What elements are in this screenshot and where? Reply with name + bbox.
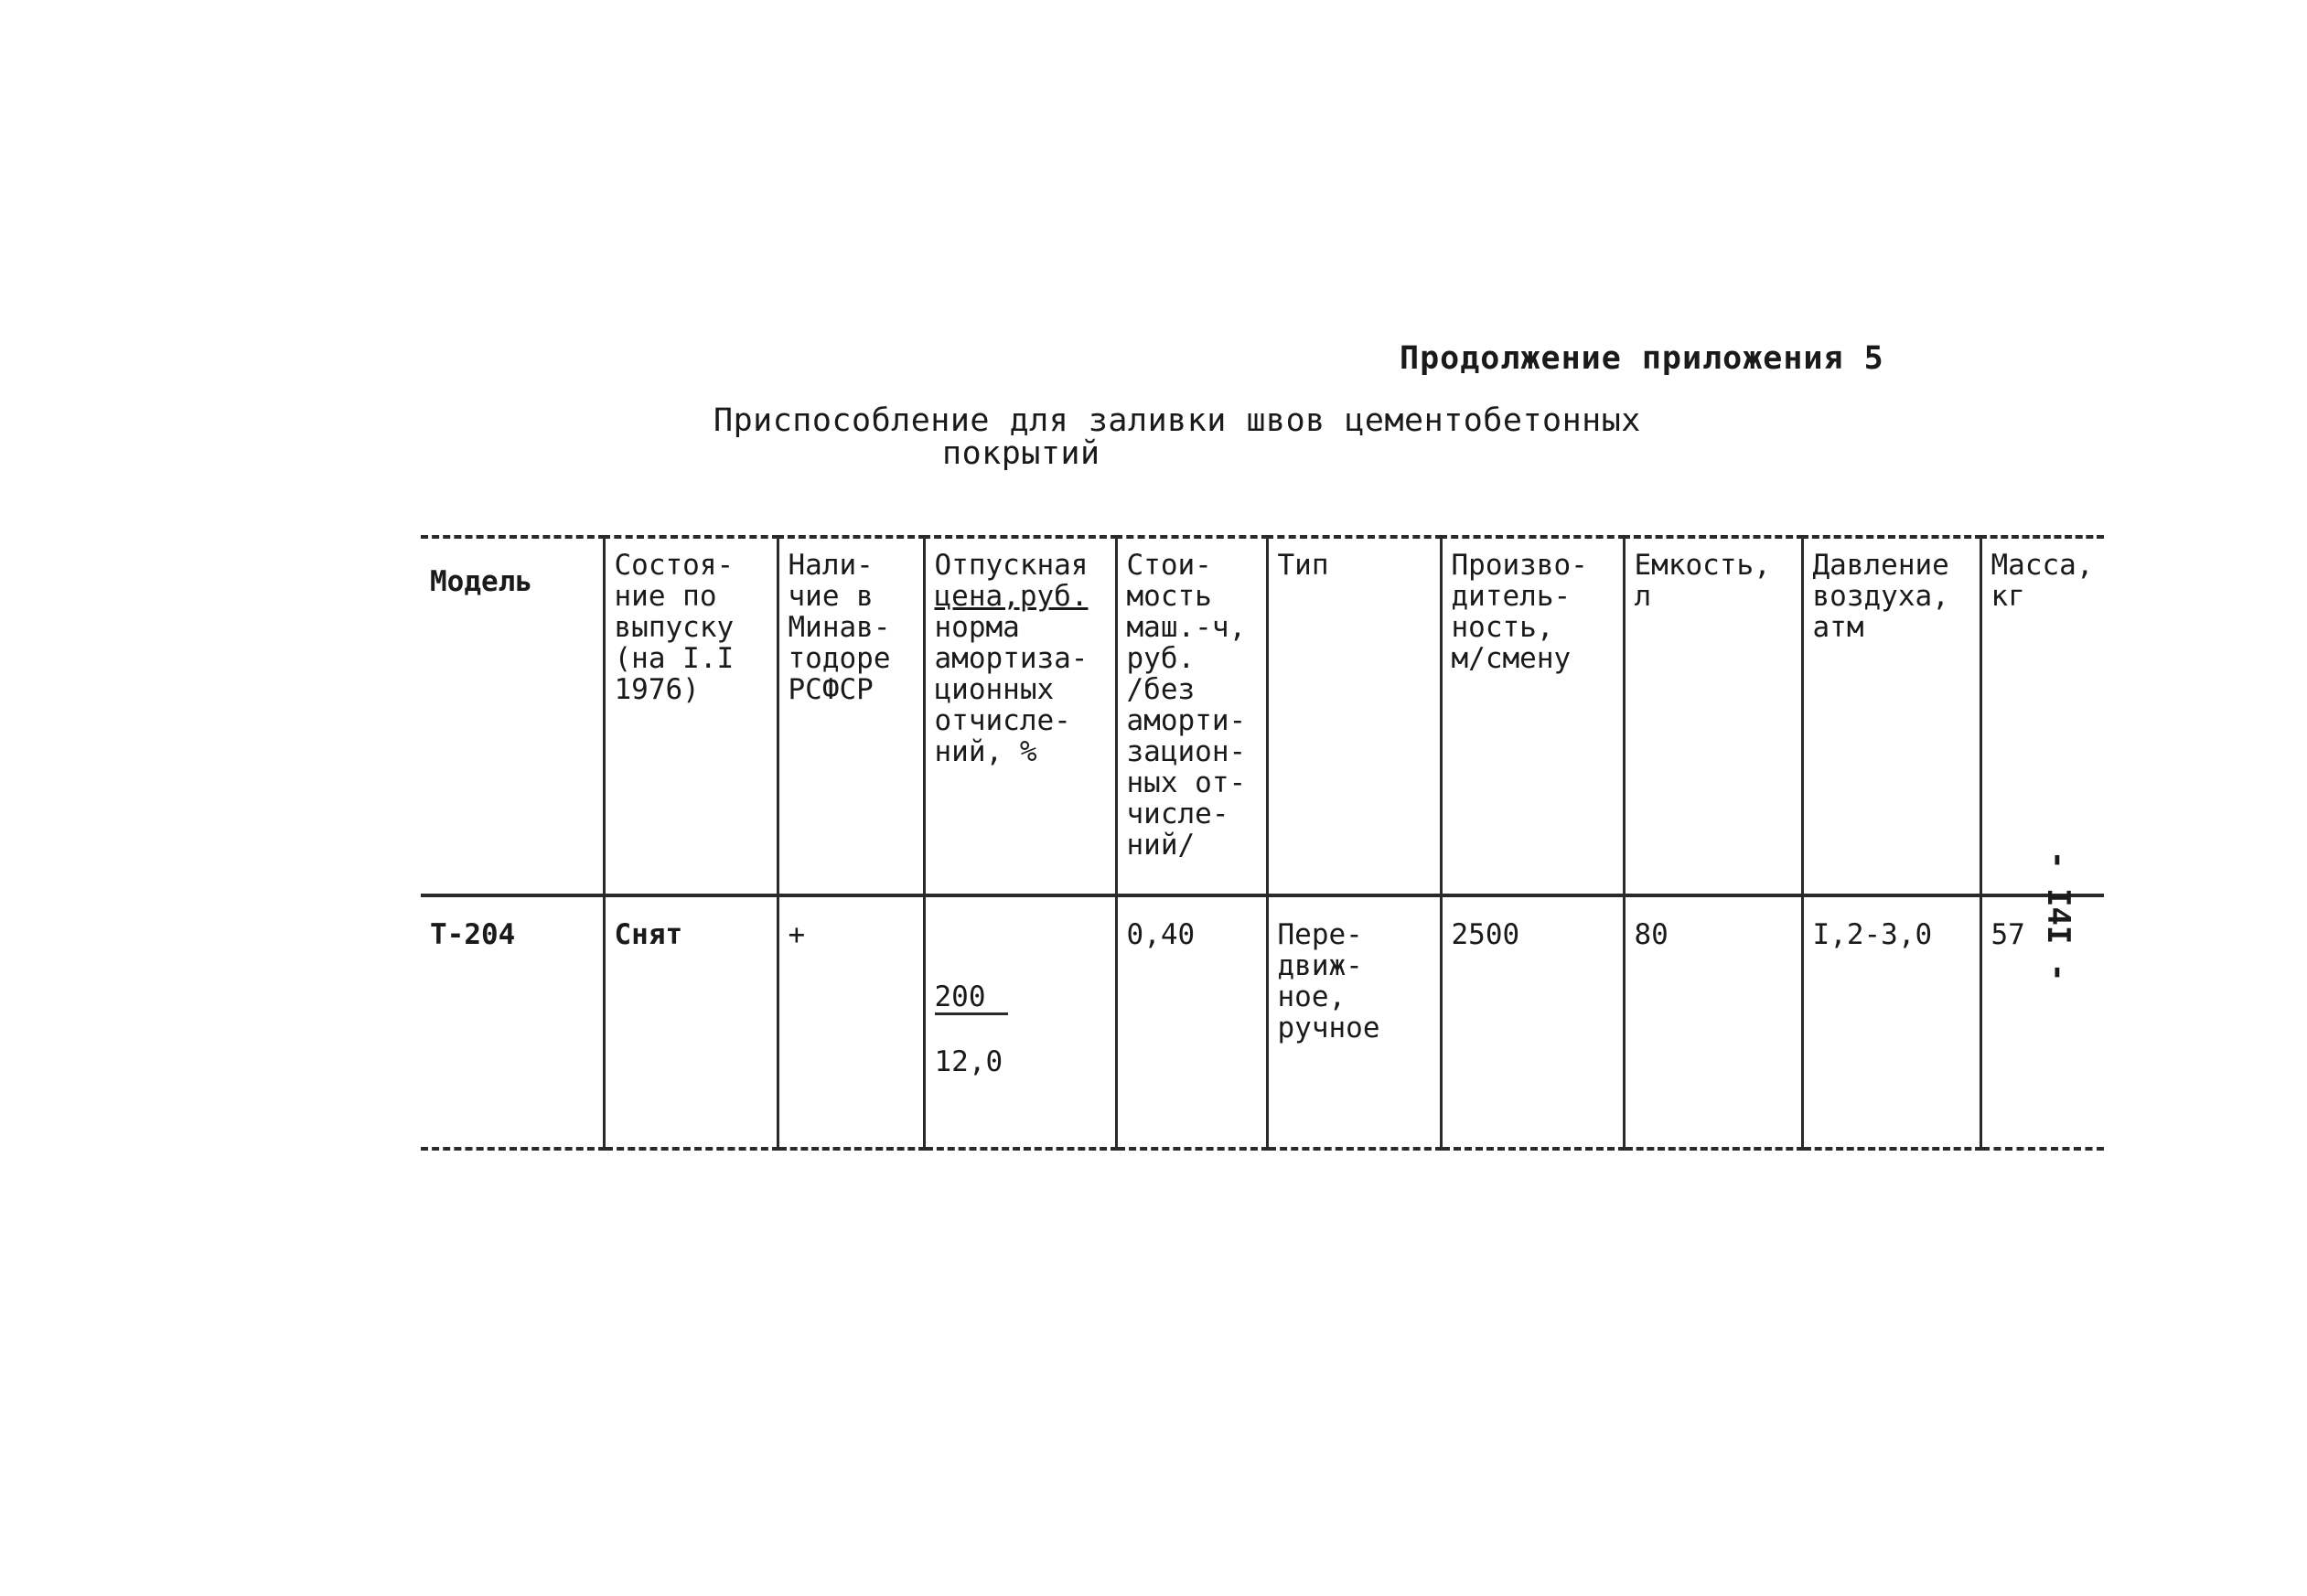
cell-status: Снят bbox=[604, 895, 778, 1149]
cell-mass: 57 bbox=[1980, 895, 2104, 1149]
cell-air-pressure: I,2-3,0 bbox=[1802, 895, 1980, 1149]
header-availability: Нали- чие в Минав- тодоре РСФСР bbox=[778, 537, 924, 895]
cell-cost-per-hour: 0,40 bbox=[1116, 895, 1267, 1149]
cell-price bbox=[924, 895, 1116, 1149]
equipment-table bbox=[421, 535, 2104, 1151]
cell-capacity: 80 bbox=[1624, 895, 1802, 1149]
cell-model: Т-204 bbox=[421, 895, 604, 1149]
header-air-pressure: Давление воздуха, атм bbox=[1802, 537, 1980, 895]
header-price-title: Отпускная bbox=[934, 549, 1089, 582]
title-line-2: покрытий bbox=[942, 435, 1100, 472]
header-price-unit: цена,руб. bbox=[934, 580, 1089, 613]
cell-productivity: 2500 bbox=[1441, 895, 1624, 1149]
cell-type: Пере- движ- ное, ручное bbox=[1267, 895, 1441, 1149]
header-mass: Масса, кг bbox=[1980, 537, 2104, 895]
header-depreciation: норма амортиза- ционных отчисле- ний, % bbox=[934, 611, 1089, 768]
title-line-1: Приспособление для заливки швов цементобетонных bbox=[714, 402, 1641, 439]
table-row bbox=[421, 895, 2104, 1149]
cell-depreciation-value: 12,0 bbox=[934, 1045, 1003, 1078]
header-productivity: Произво- дитель- ность, м/смену bbox=[1441, 537, 1624, 895]
page-number: - I4I - bbox=[2040, 851, 2076, 982]
appendix-note: Продолжение приложения 5 bbox=[1400, 340, 1884, 377]
header-price bbox=[924, 537, 1116, 895]
header-type: Тип bbox=[1267, 537, 1441, 895]
page-title bbox=[714, 402, 1641, 472]
header-cost-per-hour: Стои- мость маш.-ч, руб. /без аморти- зацион- ных от- числе- ний/ bbox=[1116, 537, 1267, 895]
header-model: Модель bbox=[421, 537, 604, 895]
price-fraction bbox=[935, 981, 1110, 1077]
cell-price-value: 200 bbox=[935, 981, 1008, 1015]
header-capacity: Емкость, л bbox=[1624, 537, 1802, 895]
cell-availability: + bbox=[778, 895, 924, 1149]
table-header-row bbox=[421, 537, 2104, 895]
header-status: Состоя- ние по выпуску (на I.I 1976) bbox=[604, 537, 778, 895]
